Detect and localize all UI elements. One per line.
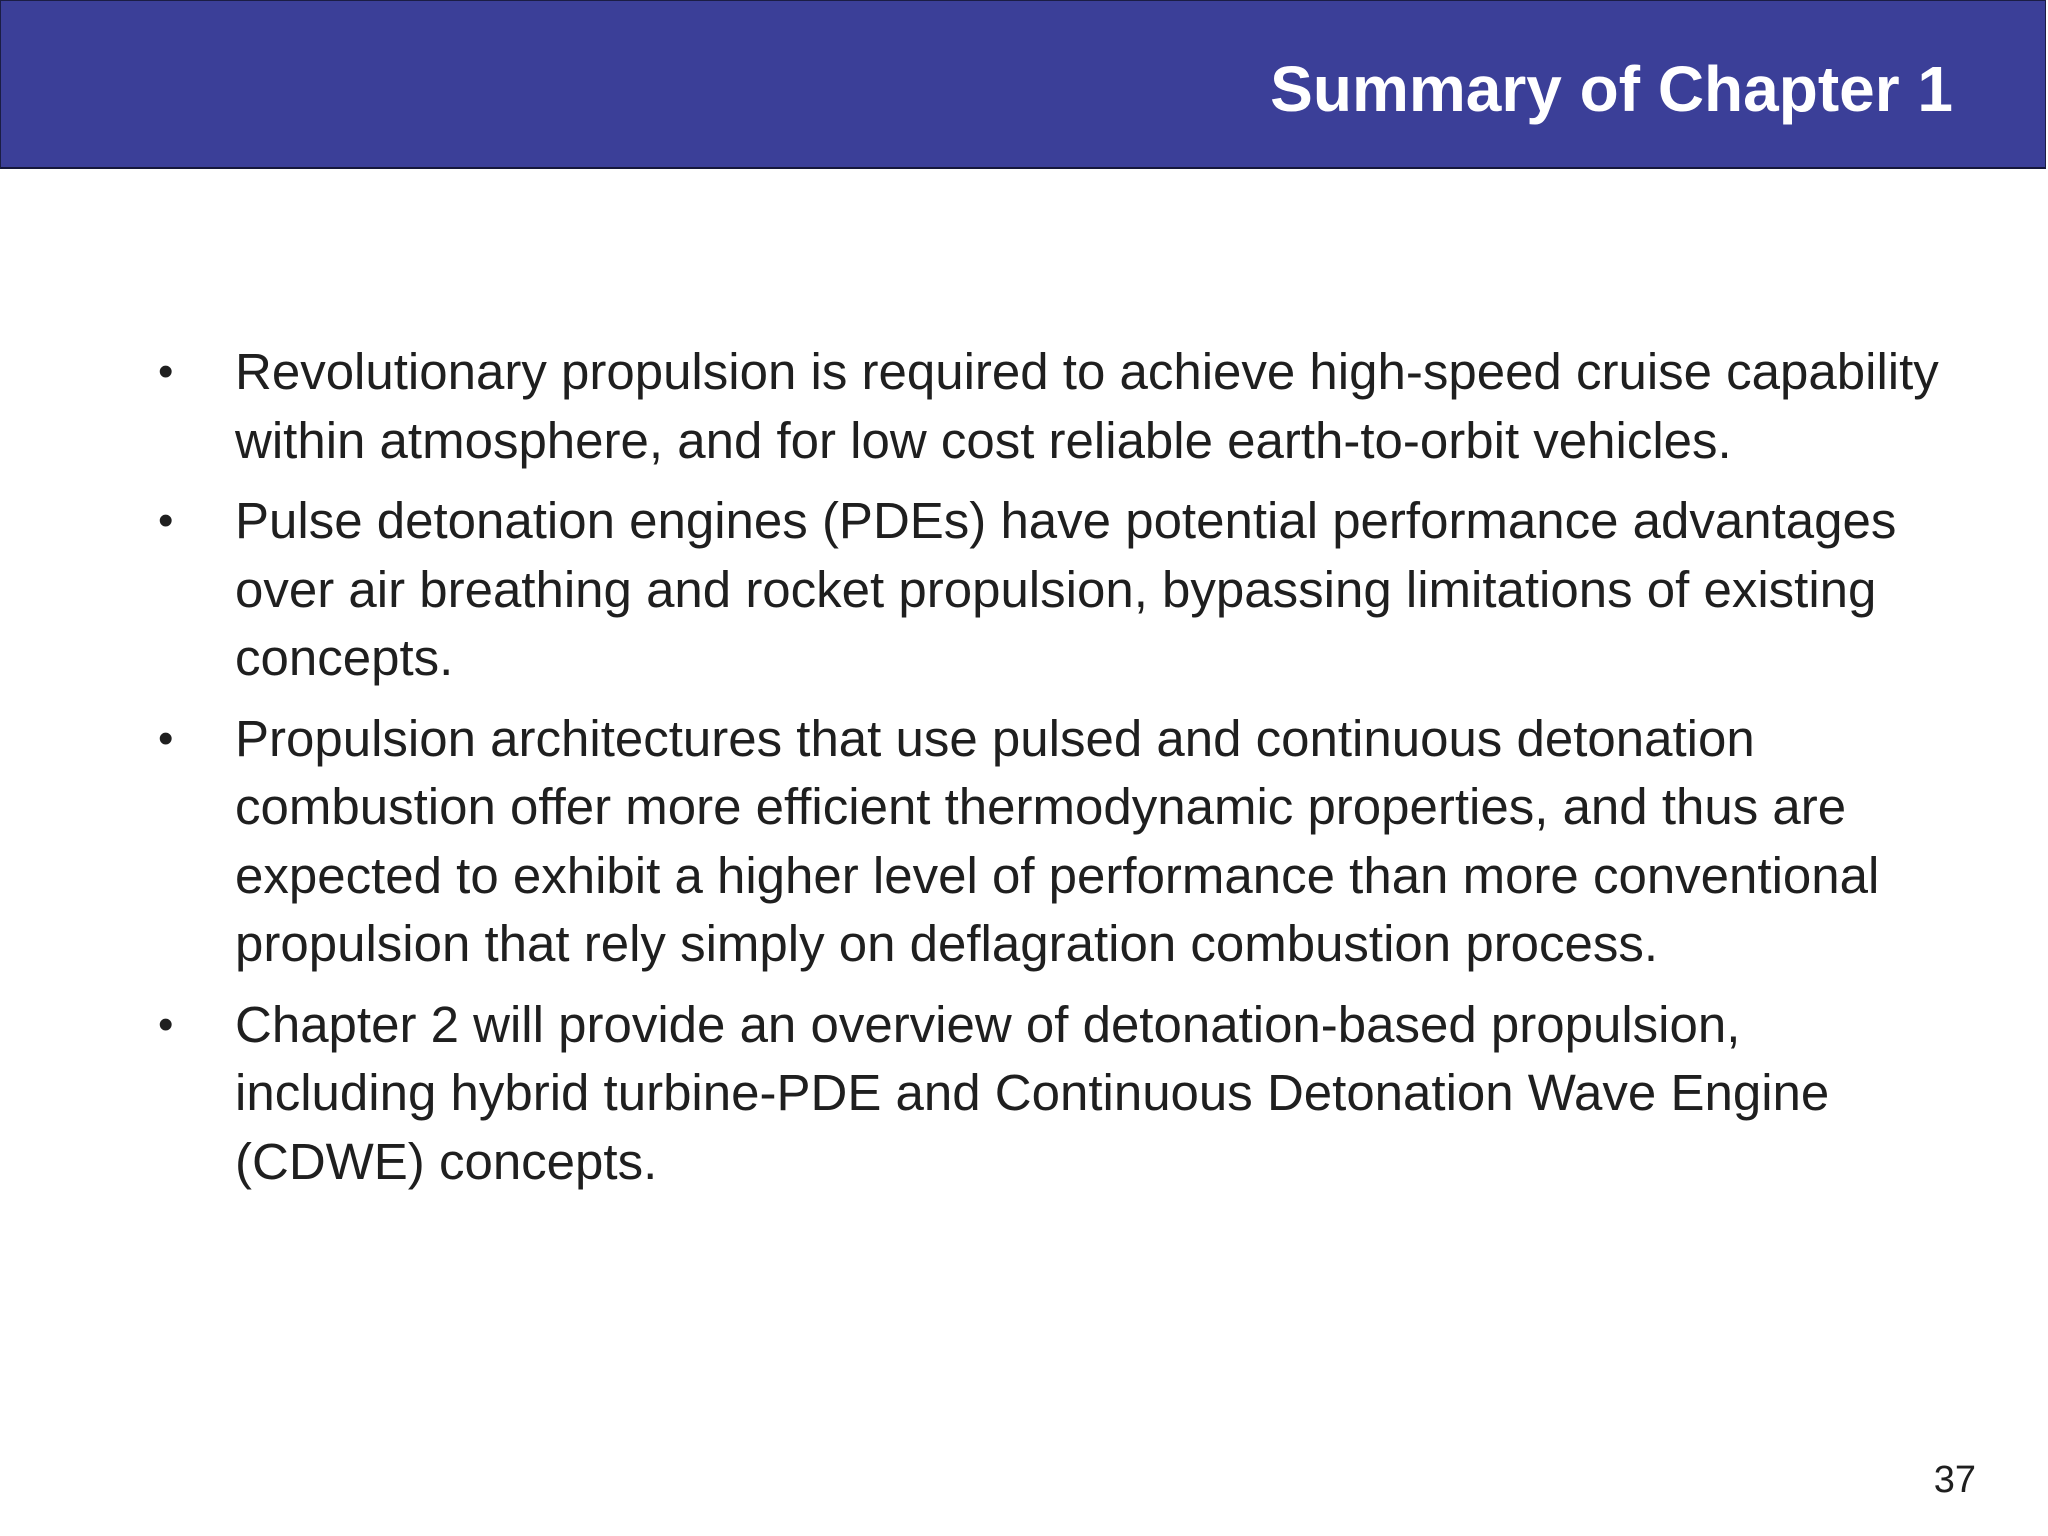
bullet-text: Chapter 2 will provide an overview of detonation-based propulsion, including hybrid turbine-PDE and Continuous Detonation Wave Engine (CDWE) concepts. <box>235 995 1830 1190</box>
bullet-text: Revolutionary propulsion is required to achieve high-speed cruise capability within atmosphere, and for low cost reliable earth-to-orbit vehicles. <box>235 343 1939 469</box>
bullet-marker: • <box>158 347 174 396</box>
bullet-text: Pulse detonation engines (PDEs) have potential performance advantages over air breathing and rocket propulsion, bypassing limitations of existing concepts. <box>235 492 1897 686</box>
bullet-marker: • <box>158 496 174 545</box>
title-banner <box>0 0 2046 169</box>
summary-bullet-list <box>150 338 1950 1208</box>
bullet-marker: • <box>158 713 174 763</box>
bullet-marker: • <box>158 999 174 1049</box>
slide-title: Summary of Chapter 1 <box>1270 53 1953 125</box>
bullet-text: Propulsion architectures that use pulsed and continuous detonation combustion offer more efficient thermodynamic properties, and thus are expected to exhibit a higher level of performance than more conventional propulsion that rely simply on deflagration combustion process. <box>235 709 1880 972</box>
bullet-item-propulsion-requirement <box>150 338 1950 475</box>
bullet-item-pde-advantages <box>150 487 1950 693</box>
bullet-item-detonation-architectures <box>150 705 1950 979</box>
bullet-item-chapter-2-preview <box>150 991 1950 1197</box>
page-number: 37 <box>1933 1459 1976 1501</box>
